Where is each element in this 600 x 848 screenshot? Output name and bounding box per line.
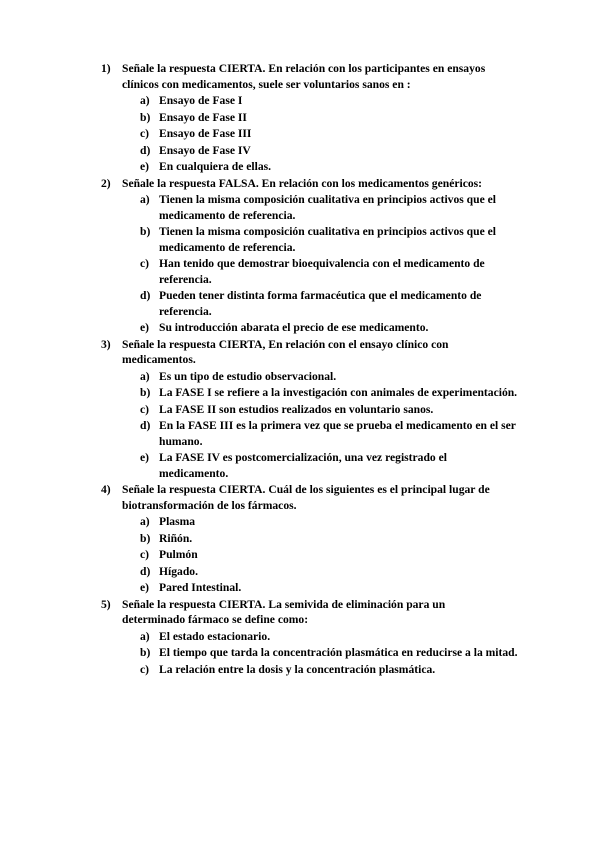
option-letter: a) [140, 515, 150, 528]
option-text: Pulmón [159, 548, 198, 561]
option-text: Hígado. [159, 564, 198, 578]
answer-options [122, 93, 510, 175]
option-text: Tienen la misma composición cualitativa en principios activos que el medicamento de referencia. [159, 193, 496, 222]
answer-options [122, 629, 518, 678]
answer-options [122, 369, 518, 482]
answer-option [0, 126, 519, 142]
answer-option [0, 418, 519, 449]
option-text: En cualquiera de ellas. [159, 160, 272, 173]
option-text: En la FASE III es la primera vez que se prueba el medicamento en el ser humano. [159, 419, 516, 448]
option-letter: c) [140, 257, 150, 270]
option-letter: e) [140, 581, 150, 594]
answer-option [0, 143, 519, 159]
option-letter: b) [140, 225, 151, 238]
answer-option [0, 402, 519, 418]
option-text: Ensayo de Fase IV [159, 143, 251, 157]
option-text: Riñón. [159, 531, 193, 545]
question-1 [0, 61, 510, 175]
answer-options [122, 514, 510, 596]
option-text: La FASE II son estudios realizados en voluntario sanos. [159, 402, 434, 416]
option-letter: c) [140, 662, 150, 676]
answer-option [0, 224, 519, 255]
option-text: Plasma [159, 515, 196, 528]
option-text: Ensayo de Fase III [159, 127, 252, 140]
answer-option [0, 662, 519, 678]
answer-option [0, 450, 519, 481]
answer-option [0, 645, 519, 661]
option-text: Han tenido que demostrar bioequivalencia con el medicamento de referencia. [159, 257, 485, 286]
option-letter: b) [140, 386, 151, 399]
question-text: Señale la respuesta CIERTA. Cuál de los siguientes es el principal lugar de biotransformación de los fármacos. [122, 483, 490, 512]
option-text: La FASE IV es postcomercialización, una vez registrado el medicamento. [159, 451, 447, 480]
answer-option [0, 369, 519, 385]
option-letter: e) [140, 321, 150, 334]
question-number: 2) [101, 176, 111, 190]
answer-option [0, 288, 519, 319]
option-text: El estado estacionario. [159, 629, 271, 643]
option-letter: e) [140, 160, 150, 173]
answer-option [0, 580, 519, 596]
option-letter: a) [140, 193, 150, 206]
option-letter: c) [140, 402, 150, 416]
question-number: 1) [101, 62, 111, 75]
option-letter: d) [140, 289, 151, 302]
answer-option [0, 320, 519, 336]
answer-option [0, 192, 519, 223]
question-3 [0, 337, 518, 482]
answer-option [0, 385, 519, 401]
option-letter: c) [140, 548, 150, 561]
question-text: Señale la respuesta CIERTA, En relación con el ensayo clínico con medicamentos. [122, 337, 449, 366]
question-number: 5) [101, 597, 111, 611]
question-number: 3) [101, 337, 111, 351]
option-letter: d) [140, 143, 151, 157]
question-5 [0, 597, 518, 678]
answer-option [0, 564, 519, 580]
question-2 [0, 176, 510, 336]
option-text: Pared Intestinal. [159, 581, 242, 594]
question-text: Señale la respuesta CIERTA. En relación con los participantes en ensayos clínicos con medicamentos, suele ser voluntarios sanos en : [122, 62, 486, 91]
option-letter: a) [140, 629, 150, 643]
question-list [0, 61, 600, 678]
option-text: Ensayo de Fase I [159, 94, 243, 107]
option-text: Su introducción abarata el precio de ese medicamento. [159, 321, 429, 334]
question-text: Señale la respuesta CIERTA. La semivida de eliminación para un determinado fármaco se define como: [122, 597, 446, 626]
option-letter: a) [140, 369, 150, 383]
answer-option [0, 531, 519, 547]
option-letter: b) [140, 531, 151, 545]
option-text: El tiempo que tarda la concentración plasmática en reducirse a la mitad. [159, 646, 518, 659]
answer-option [0, 159, 519, 175]
option-text: Tienen la misma composición cualitativa en principios activos que el medicamento de referencia. [159, 225, 496, 254]
option-text: Pueden tener distinta forma farmacéutica que el medicamento de referencia. [159, 289, 482, 318]
option-letter: b) [140, 110, 151, 124]
question-4 [0, 482, 510, 596]
question-text: Señale la respuesta FALSA. En relación con los medicamentos genéricos: [122, 176, 483, 190]
answer-option [0, 93, 519, 109]
question-number: 4) [101, 483, 111, 496]
option-letter: d) [140, 419, 151, 432]
answer-options [122, 192, 510, 336]
option-letter: c) [140, 127, 150, 140]
option-letter: d) [140, 564, 151, 578]
answer-option [0, 629, 519, 645]
answer-option [0, 110, 519, 126]
answer-option [0, 514, 519, 530]
option-text: Es un tipo de estudio observacional. [159, 369, 337, 383]
option-text: La FASE I se refiere a la investigación con animales de experimentación. [159, 386, 518, 399]
option-letter: e) [140, 451, 150, 464]
answer-option [0, 547, 519, 563]
option-letter: b) [140, 646, 151, 659]
answer-option [0, 256, 519, 287]
option-letter: a) [140, 94, 150, 107]
option-text: La relación entre la dosis y la concentración plasmática. [159, 662, 436, 676]
option-text: Ensayo de Fase II [159, 110, 247, 124]
